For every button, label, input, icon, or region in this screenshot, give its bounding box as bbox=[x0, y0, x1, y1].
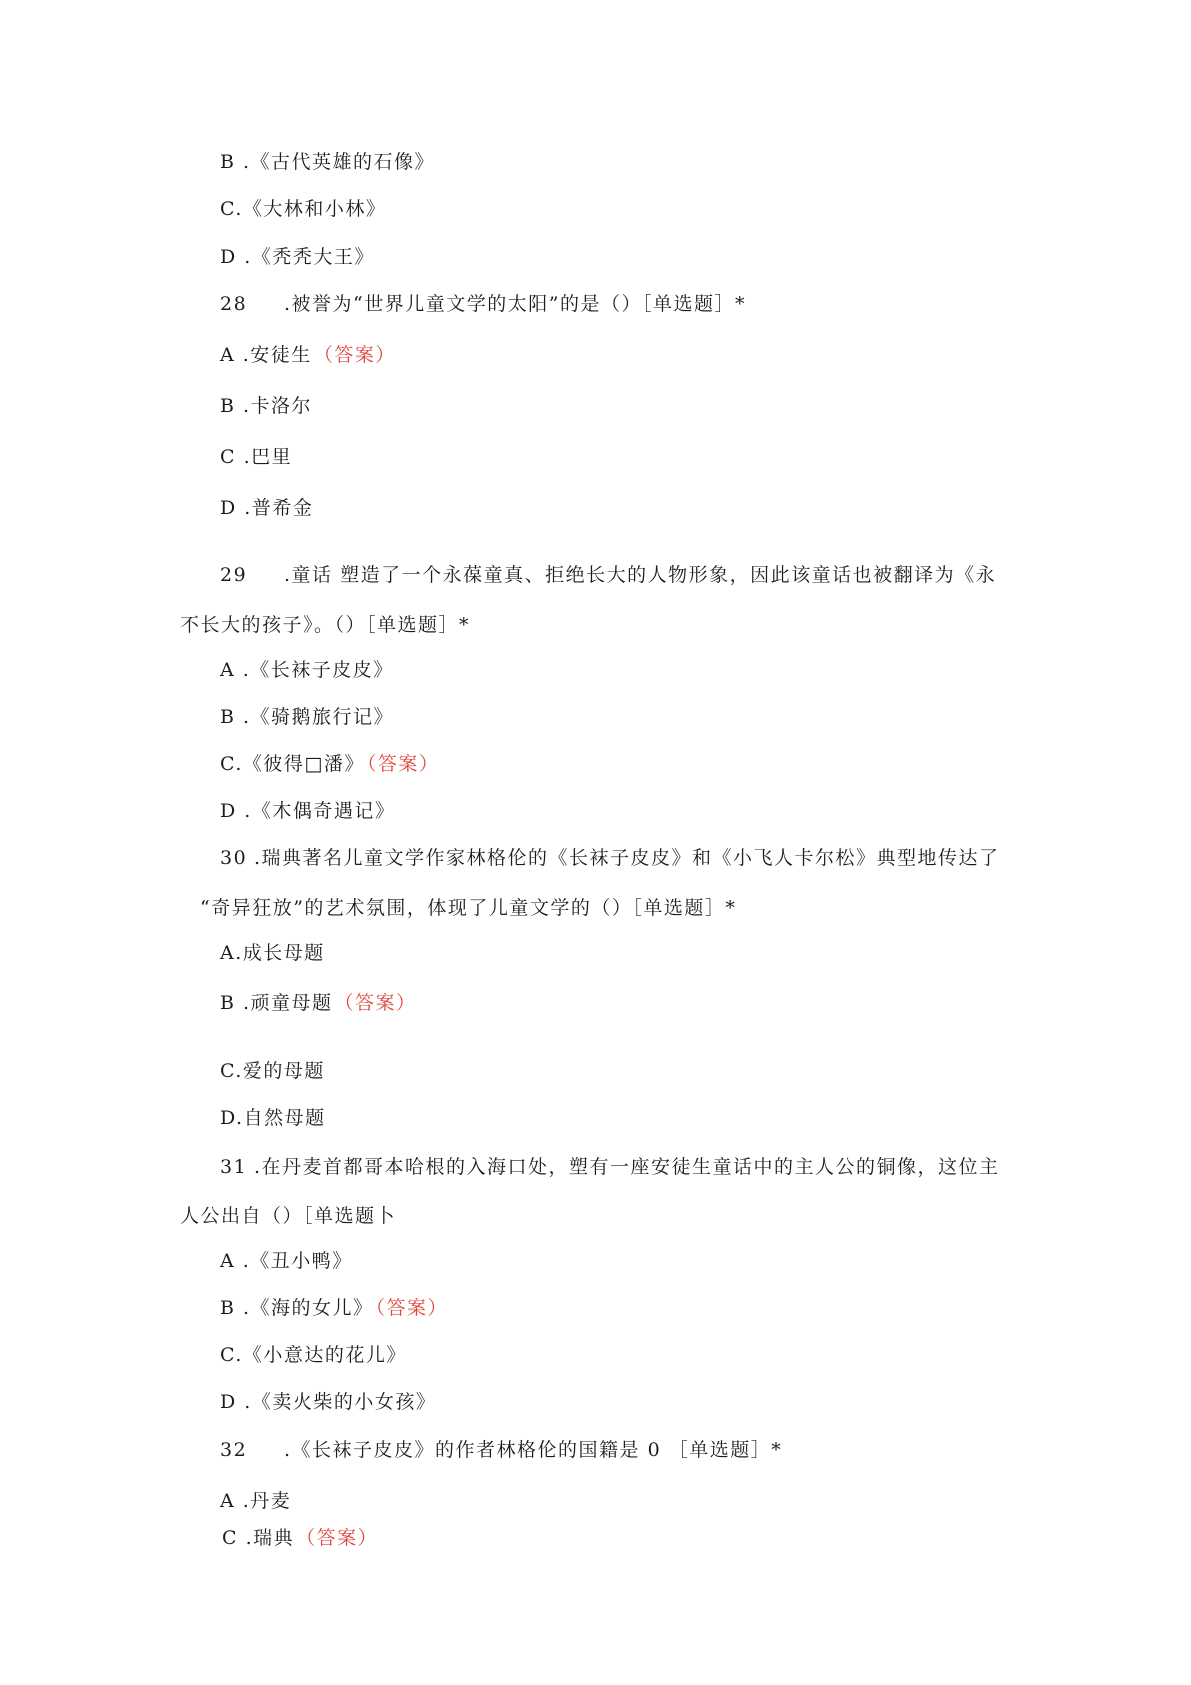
question-text: .童话 塑造了一个永葆童真、拒绝长大的人物形象，因此该童话也被翻译为《永 bbox=[284, 564, 997, 586]
question-number: 32 bbox=[220, 1439, 248, 1461]
q29-option-c: C.《彼得□潘》 （答案） bbox=[220, 753, 440, 775]
q32-option-c: C .瑞典 （答案） bbox=[222, 1527, 379, 1549]
q28-option-a: A .安徒生 （答案） bbox=[220, 344, 396, 366]
question-number: 28 bbox=[220, 293, 248, 315]
answer-mark: （答案） bbox=[366, 753, 440, 775]
q29-option-b: B .《骑鹅旅行记》 bbox=[220, 706, 395, 728]
q30-question-line1 bbox=[220, 846, 1000, 870]
q28-question bbox=[220, 292, 746, 316]
answer-mark: （答案） bbox=[375, 1297, 449, 1319]
q31-option-a: A .《丑小鸭》 bbox=[220, 1250, 353, 1272]
q32-question bbox=[220, 1438, 782, 1462]
question-text: .在丹麦首都哥本哈根的入海口处，塑有一座安徒生童话中的主人公的铜像，这位主 bbox=[254, 1156, 1000, 1178]
q29-option-d: D .《木偶奇遇记》 bbox=[220, 800, 396, 822]
q31-option-c: C.《小意达的花儿》 bbox=[220, 1344, 407, 1366]
answer-mark: （答案） bbox=[296, 1527, 379, 1549]
q31-option-d: D .《卖火柴的小女孩》 bbox=[220, 1391, 437, 1413]
q30-option-b: B .顽童母题 （答案） bbox=[220, 992, 417, 1014]
question-text: .《长袜子皮皮》的作者林格伦的国籍是 0 ［单选题］* bbox=[284, 1439, 783, 1461]
q31-question-line2: 人公出自（）［单选题卜 bbox=[180, 1205, 397, 1227]
q31-question-line1 bbox=[220, 1155, 1000, 1179]
question-number: 30 bbox=[220, 847, 248, 869]
q29-option-a: A .《长袜子皮皮》 bbox=[220, 659, 394, 681]
q30-option-d: D.自然母题 bbox=[220, 1107, 326, 1129]
q29-question-line1 bbox=[220, 563, 996, 587]
q27-option-b: B .《古代英雄的石像》 bbox=[220, 151, 436, 173]
q27-option-c: C.《大林和小林》 bbox=[220, 198, 387, 220]
q29-question-line2: 不长大的孩子》。（）［单选题］* bbox=[180, 614, 471, 636]
q32-option-a: A .丹麦 bbox=[220, 1490, 292, 1512]
q30-option-c: C.爱的母题 bbox=[220, 1060, 325, 1082]
answer-mark: （答案） bbox=[334, 992, 417, 1014]
q27-option-d: D .《秃秃大王》 bbox=[220, 246, 375, 268]
question-text: .瑞典著名儿童文学作家林格伦的《长袜子皮皮》和《小飞人卡尔松》典型地传达了 bbox=[254, 847, 1000, 869]
q28-option-c: C .巴里 bbox=[220, 446, 293, 468]
answer-mark: （答案） bbox=[313, 344, 396, 366]
question-text: .被誉为“世界儿童文学的太阳”的是（）［单选题］* bbox=[284, 293, 746, 315]
q28-option-b: B .卡洛尔 bbox=[220, 395, 313, 417]
q31-option-b: B .《海的女儿》 （答案） bbox=[220, 1297, 449, 1319]
q30-option-a: A.成长母题 bbox=[220, 942, 325, 964]
q28-option-d: D .普希金 bbox=[220, 497, 314, 519]
q30-question-line2: “奇异狂放”的艺术氛围，体现了儿童文学的（）［单选题］* bbox=[200, 897, 737, 919]
question-number: 29 bbox=[220, 564, 248, 586]
question-number: 31 bbox=[220, 1156, 248, 1178]
